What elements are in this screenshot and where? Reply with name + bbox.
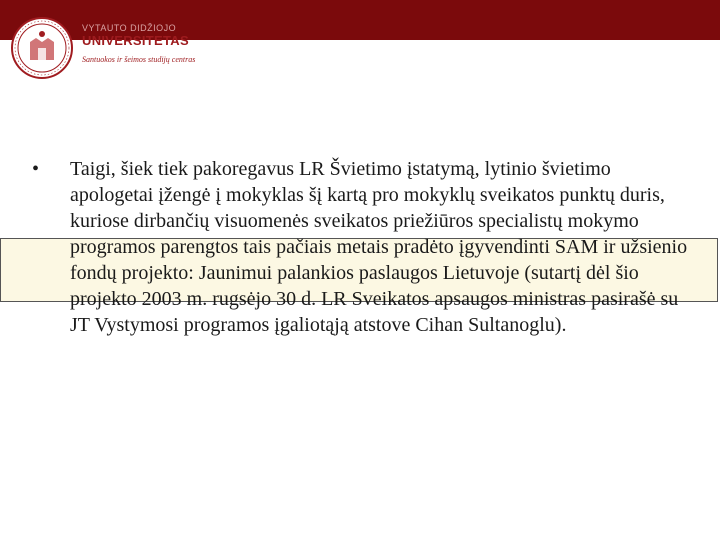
university-name-line1: VYTAUTO DIDŽIOJO bbox=[82, 23, 177, 33]
bullet-text: Taigi, šiek tiek pakoregavus LR Švietimo įstatymą, lytinio švietimo apologetai įžengė į mokyklas šį kartą pro mokyklų sveikatos punktų duris, kuriose dirbančių visuomenės sveikatos priežiūros specialistų mokymo programos parengtos tais pačiais metais pradėto įgyvendinti SAM ir užsienio fondų projekto: Jaunimui palankios paslaugos Lietuvoje (sutartį dėl šio projekto 2003 m. rugsėjo 30 d. LR Sveikatos apsaugos ministras pasirašė su JT Vystymosi programos įgaliotąją atstove Cihan Sultanoglu). bbox=[70, 158, 688, 336]
university-seal-icon bbox=[10, 16, 74, 80]
bullet-item bbox=[32, 156, 692, 338]
bullet-marker: • bbox=[32, 158, 40, 180]
university-motto: Santuokos ir šeimos studijų centras bbox=[82, 55, 196, 64]
university-logo-text bbox=[82, 22, 222, 66]
slide-content bbox=[32, 156, 692, 338]
university-name-line2: UNIVERSITETAS bbox=[82, 33, 189, 48]
